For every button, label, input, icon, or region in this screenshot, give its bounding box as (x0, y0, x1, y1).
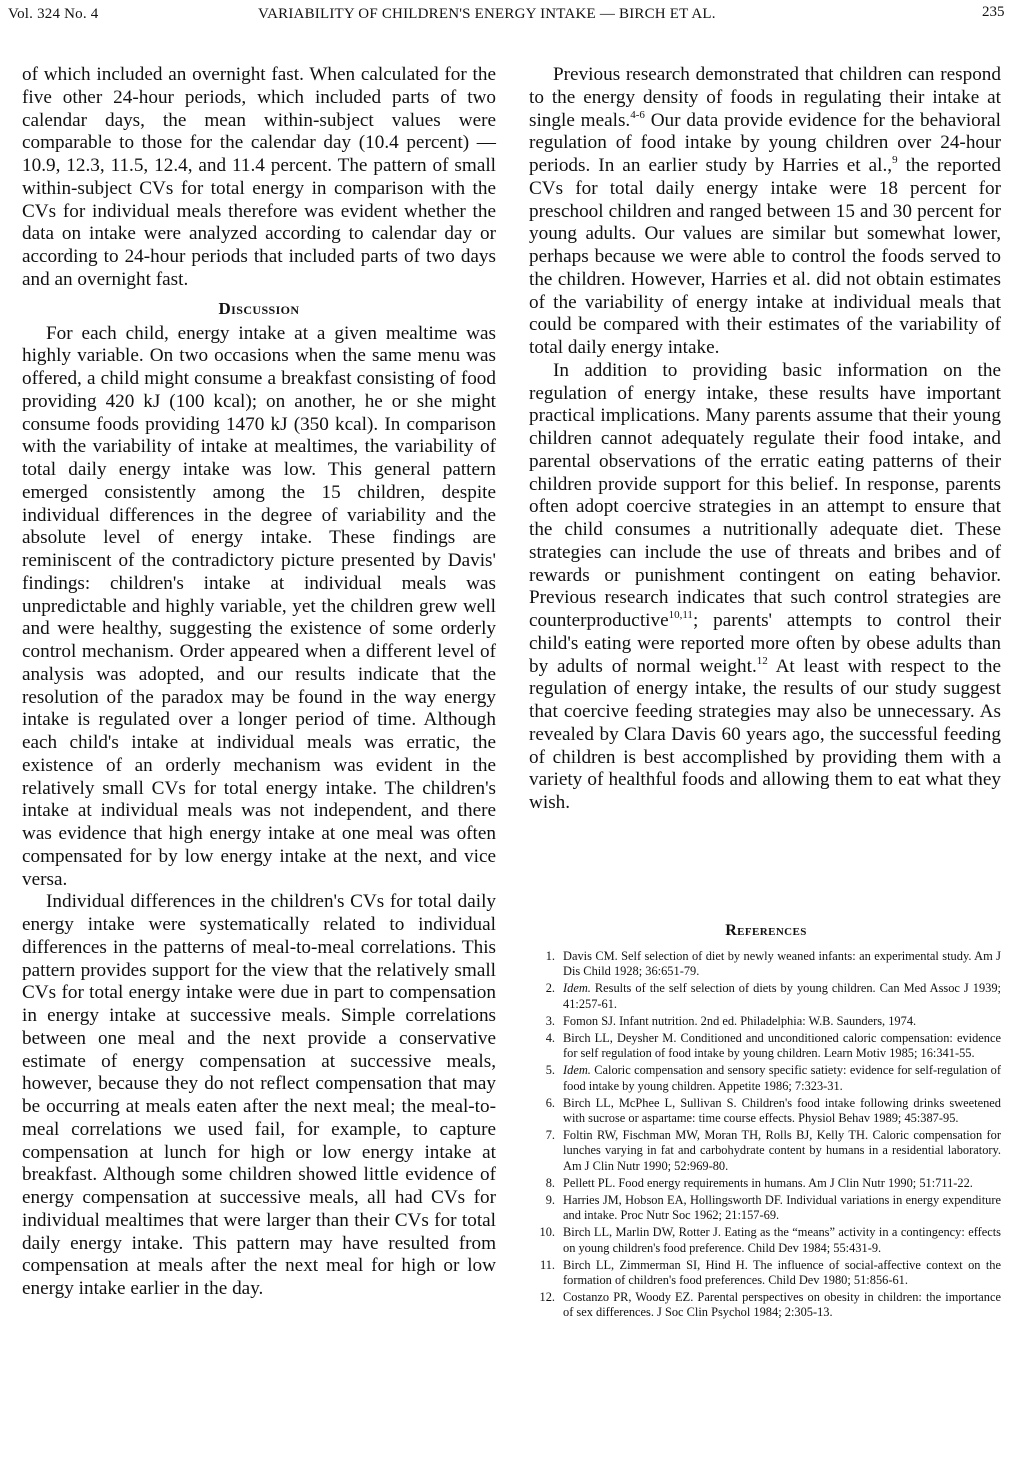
reference-item (531, 1063, 1001, 1093)
continued-paragraph: of which included an overnight fast. When calculated for the five other 24-hour periods, which included parts of two calendar days, the mean within-subject values were comparable to those for the calendar day (10.4 percent) — 10.9, 12.3, 11.5, 12.4, and 11.4 percent. The pattern of small within-subject CVs for total energy in comparison with the CVs for individual meals therefore was evident whether the data on intake were analyzed according to calendar day or according to 24-hour periods that included parts of two days and an overnight fast. (22, 64, 496, 290)
references-heading: References (725, 922, 807, 939)
reference-text: Fomon SJ. Infant nutrition. 2nd ed. Philadelphia: W.B. Saunders, 1974. (563, 1013, 917, 1028)
reference-number: 5 . (531, 1063, 555, 1078)
discussion-paragraph-3 (529, 64, 1001, 360)
reference-text: Birch LL, McPhee L, Sullivan S. Children's food intake following drinks sweetened with sucrose or aspartame: time course effects. Physiol Behav 1989; 45:387-95. (563, 1095, 1001, 1126)
text-run: At least with respect to the regulation of energy intake, the results of our study suggest that coercive feeding strategies may also be unnecessary. As revealed by Clara Davis 60 years ago, the successful feeding of children is best accomplished by providing them with a variety of healthful foods and allowing them to eat what they wish. (529, 655, 1001, 813)
reference-item (531, 1031, 1001, 1061)
running-title: VARIABILITY OF CHILDREN'S ENERGY INTAKE — BIRCH ET AL. (258, 6, 716, 22)
reference-text: Pellett PL. Food energy requirements in humans. Am J Clin Nutr 1990; 51:711-22. (563, 1175, 973, 1190)
reference-item (531, 1225, 1001, 1255)
reference-text: Birch LL, Marlin DW, Rotter J. Eating as the “means” activity in a contingency: effects on young children's food preference. Child Dev 1984; 55:431-9. (563, 1225, 1001, 1255)
reference-number: 1 . (531, 949, 555, 964)
citation-superscript: 12 (756, 654, 768, 667)
text-run: the reported CVs for total daily energy intake were 18 percent for preschool children and ranged between 15 and 30 percent for young adults. Our values are similar but somewhat lower, perhaps because we were able to control the foods served to the children. However, Harries et al. did not obtain estimates of the variability of energy intake at individual meals that could be compared with their estimates of the variability of total daily energy intake. (529, 155, 1001, 358)
references-section (531, 921, 1001, 1323)
left-column (22, 64, 496, 1301)
discussion-paragraph-2: Individual differences in the children's CVs for total daily energy intake were systematically related to individual differences in the patterns of meal-to-meal correlations. This pattern provides support for the view that the relatively small CVs for total energy intake were due in part to compensation in energy intake at successive meals. Simple correlations between one meal and the next provide a conservative estimate of energy compensation at successive meals, however, because they do not reflect compensation that may be occurring at meals eaten after the next meal; the meal-to-meal correlations we used fail, for example, to capture compensation at lunch for high or low energy intake at breakfast. Although some children showed little evidence of energy compensation at successive meals, all had CVs for individual mealtimes that were larger than their CVs for total daily energy intake. This pattern may have resulted from compensation at meals after the next meal for high or low energy intake earlier in the day. (22, 891, 496, 1299)
discussion-paragraph-1: For each child, energy intake at a given mealtime was highly variable. On two occasions when the same menu was offered, a child might consume a breakfast consisting of food providing 420 kJ (100 kcal); on another, he or she might consume foods providing 1470 kJ (350 kcal). In comparison with the variability of intake at mealtimes, the variability of total daily energy intake was low. This general pattern emerged consistently among the 15 children, despite individual differences in the degree of variability and the absolute level of energy intake. These findings are reminiscent of the contradictory picture presented by Davis' findings: children's intake at individual meals was unpredictable and highly variable, yet the children grew well and were healthy, suggesting the existence of some orderly control mechanism. Order appeared when a different level of analysis was adopted, and our results indicate that the resolution of the paradox may be found in the way energy intake is regulated over a longer period of time. Although each child's intake at individual meals was erratic, the existence of an orderly mechanism was evident in the relatively small CVs for total energy intake. The children's intake at individual meals was not independent, and there was evidence that high energy intake at one meal was often compensated for by low energy intake at the next, and vice versa. (22, 322, 496, 890)
volume-issue: Vol. 324 No. 4 (8, 6, 99, 22)
reference-number: 12 . (531, 1290, 555, 1305)
right-column (529, 64, 1001, 815)
reference-text: Davis CM. Self selection of diet by newly weaned infants: an experimental study. Am J Dis Child 1928; 36:651-79. (563, 949, 1001, 979)
reference-item (531, 1128, 1001, 1174)
reference-italic: Idem. (563, 981, 591, 996)
reference-italic: Idem. (563, 1063, 591, 1078)
reference-number: 3 . (531, 1014, 555, 1029)
reference-text: Birch LL, Deysher M. Conditioned and unconditioned caloric compensation: evidence for self regulation of food intake by young children. Learn Motiv 1985; 16:341-55. (563, 1031, 1001, 1061)
reference-item (531, 1176, 1001, 1191)
citation-superscript: 9 (892, 154, 898, 166)
reference-number: 4 . (531, 1031, 555, 1046)
reference-number: 10 . (531, 1225, 555, 1240)
reference-number: 8 . (531, 1176, 555, 1191)
reference-text: Costanzo PR, Woody EZ. Parental perspectives on obesity in children: the importance of sex differences. J Soc Clin Psychol 1984; 2:305-13. (563, 1290, 1001, 1320)
reference-number: 2 . (531, 981, 555, 996)
reference-item (531, 1290, 1001, 1320)
citation-superscript: 10,11 (668, 609, 693, 621)
text-run: Our data provide evidence for the behavioral regulation of food intake by young children over 24-hour periods. In an earlier study by Harries et al., (529, 109, 1001, 176)
text-run: In addition to providing basic information on the regulation of energy intake, these results have important practical implications. Many parents assume that their young children cannot adequately regulate their food intake, and parental observations of the erratic eating patterns of their children provide support for this belief. In response, parents often adopt coercive strategies in an attempt to ensure that the child consumes a nutritionally adequate diet. These strategies can include the use of threats and bribes and of rewards or punishment contingent on eating behavior. Previous research indicates that such control strategies are counterproductive (529, 359, 1001, 631)
page-number: 235 (982, 4, 1005, 20)
text-run: ; parents' attempts to control their child's eating were reported more often by obese adults than by adults of normal weight. (529, 610, 1001, 677)
discussion-heading: Discussion (218, 298, 300, 318)
reference-item (531, 1193, 1001, 1223)
reference-number: 9 . (531, 1193, 555, 1208)
discussion-paragraph-4 (529, 360, 1001, 815)
citation-superscript: 4-6 (630, 108, 645, 121)
reference-text: Harries JM, Hobson EA, Hollingsworth DF. Individual variations in energy expenditure and intake. Proc Nutr Soc 1962; 21:157-69. (563, 1193, 1001, 1223)
reference-text: Birch LL, Zimmerman SI, Hind H. The influence of social-affective context on the formation of children's food preferences. Child Dev 1980; 51:856-61. (563, 1257, 1001, 1288)
reference-item (531, 1014, 1001, 1029)
reference-number: 7 . (531, 1128, 555, 1143)
reference-text: Caloric compensation and sensory specific satiety: evidence for self-regulation of food intake by young children. Appetite 1986; 7:323-31. (563, 1063, 1001, 1093)
reference-item (531, 1258, 1001, 1288)
reference-item (531, 949, 1001, 979)
reference-number: 6 . (531, 1096, 555, 1111)
running-head (0, 4, 1017, 30)
reference-number: 11 . (531, 1258, 555, 1273)
text-run: Previous research demonstrated that children can respond to the energy density of foods in regulating their intake at single meals. (529, 64, 1001, 131)
reference-item (531, 1096, 1001, 1126)
reference-item (531, 981, 1001, 1011)
reference-text: Results of the self selection of diets by young children. Can Med Assoc J 1939; 41:257-61. (563, 981, 1001, 1011)
reference-list (531, 949, 1001, 1321)
reference-text: Foltin RW, Fischman MW, Moran TH, Rolls BJ, Kelly TH. Caloric compensation for lunches varying in fat and carbohydrate content by humans in a residential laboratory. Am J Clin Nutr 1990; 52:969-80. (563, 1128, 1001, 1173)
